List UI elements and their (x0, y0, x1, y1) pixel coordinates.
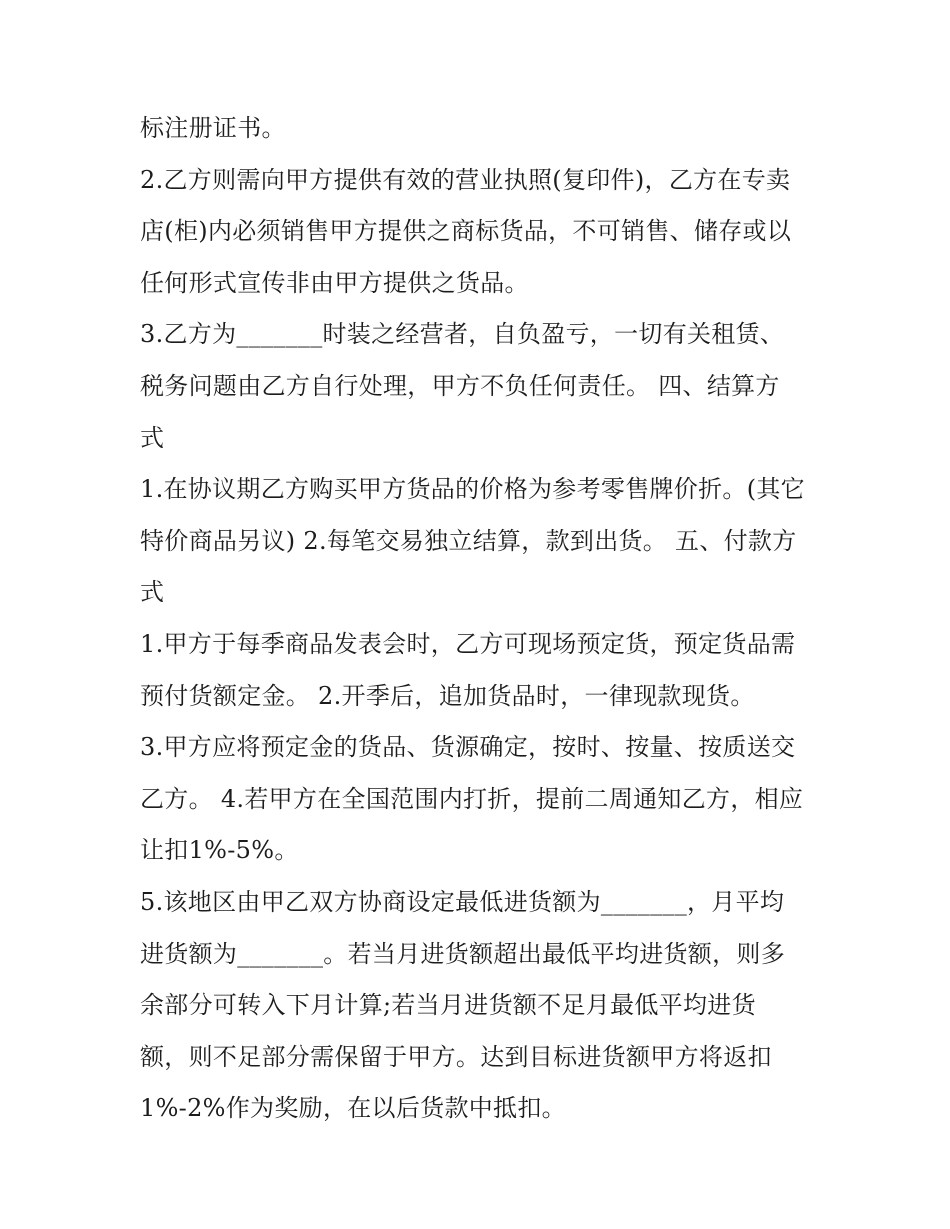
document-body (140, 103, 820, 1135)
text-line: 让扣1%-5%。 (140, 836, 299, 865)
text-line: 乙方。 4.若甲方在全国范围内打折，提前二周通知乙方，相应 (140, 784, 804, 813)
text-line: 税务问题由乙方自行处理，甲方不负任何责任。 四、结算方 (140, 371, 780, 400)
text-line: 式 (140, 423, 165, 452)
text-line: 店(柜)内必须销售甲方提供之商标货品，不可销售、储存或以 (140, 217, 792, 246)
text-line: 3.乙方为_______时装之经营者，自负盈亏，一切有关租赁、 (140, 320, 785, 349)
text-line: 特价商品另议) 2.每笔交易独立结算，款到出货。 五、付款方 (140, 526, 797, 555)
text-line: 1.甲方于每季商品发表会时，乙方可现场预定货，预定货品需 (140, 629, 796, 658)
text-line: 余部分可转入下月计算;若当月进货额不足月最低平均进货 (140, 991, 756, 1020)
text-line: 预付货额定金。 2.开季后，追加货品时，一律现款现货。 (140, 681, 755, 710)
text-line: 式 (140, 578, 165, 607)
text-line: 任何形式宣传非由甲方提供之货品。 (140, 268, 529, 297)
text-line: 5.该地区由甲乙双方协商设定最低进货额为_______，月平均 (140, 887, 785, 916)
text-line: 标注册证书。 (140, 114, 286, 142)
text-line: 额，则不足部分需保留于甲方。达到目标进货额甲方将返扣 (140, 1042, 772, 1071)
text-line: 2.乙方则需向甲方提供有效的营业执照(复印件)，乙方在专卖 (140, 165, 791, 194)
text-line: 1%-2%作为奖励，在以后货款中抵扣。 (140, 1094, 566, 1123)
text-line: 进货额为_______。若当月进货额超出最低平均进货额，则多 (140, 939, 785, 968)
text-line: 3.甲方应将预定金的货品、货源确定，按时、按量、按质送交 (140, 733, 796, 762)
text-line: 1.在协议期乙方购买甲方货品的价格为参考零售牌价折。(其它 (140, 475, 805, 504)
